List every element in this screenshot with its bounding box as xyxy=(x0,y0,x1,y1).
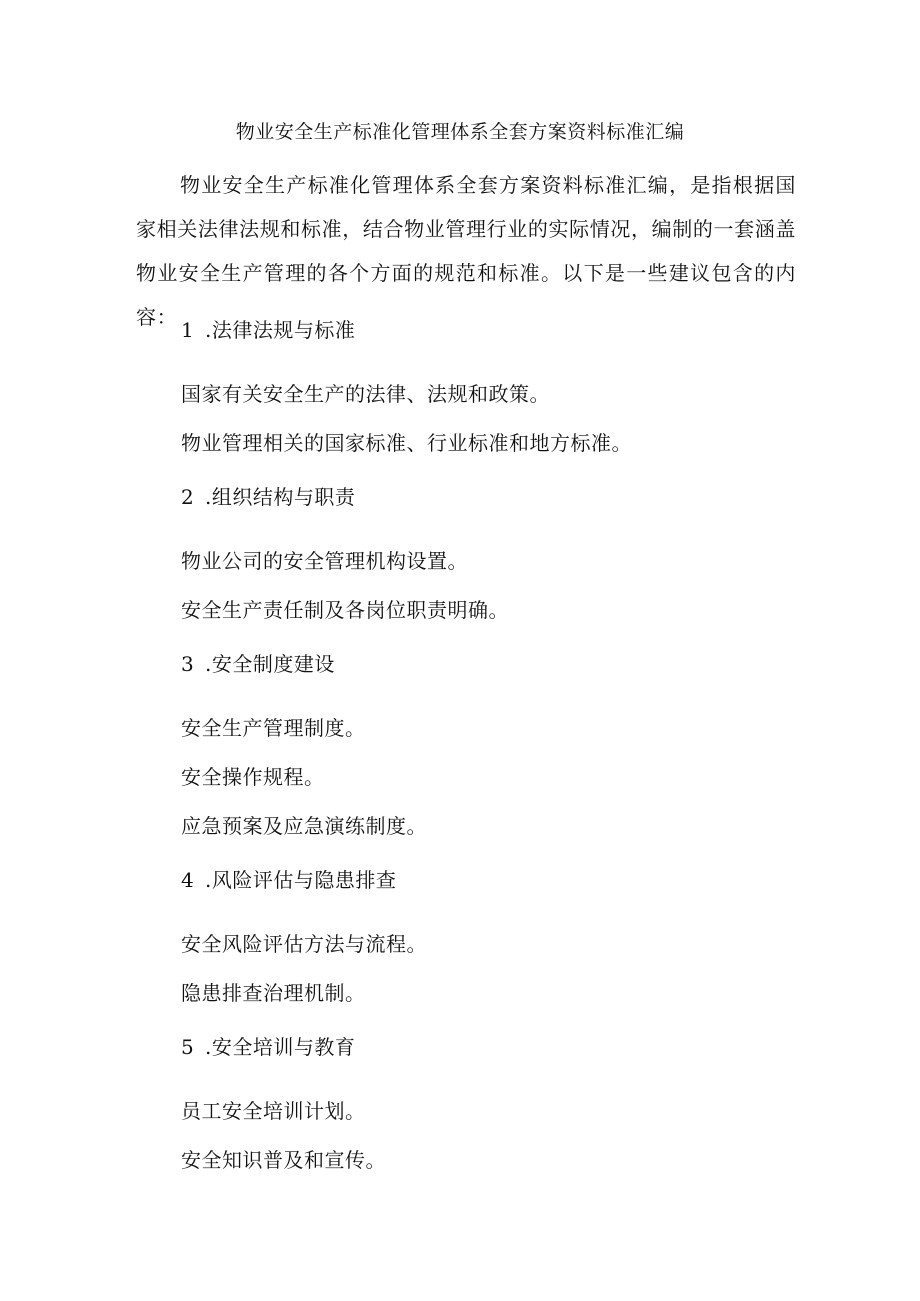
section-item: 隐患排查治理机制。 xyxy=(181,981,366,1005)
section-item: 物业公司的安全管理机构设置。 xyxy=(181,549,468,573)
section-item: 安全操作规程。 xyxy=(181,765,325,789)
section-title: .风险评估与隐患排查 xyxy=(205,868,397,892)
section-item: 安全风险评估方法与流程。 xyxy=(181,932,427,956)
section-heading xyxy=(181,1033,355,1061)
section-item: 安全生产责任制及各岗位职责明确。 xyxy=(181,598,509,622)
section-item: 安全生产管理制度。 xyxy=(181,716,366,740)
section-item: 国家有关安全生产的法律、法规和政策。 xyxy=(181,382,550,406)
section-number: 3 xyxy=(181,652,195,676)
section-heading xyxy=(181,483,355,511)
section-title: .组织结构与职责 xyxy=(205,485,356,509)
section-heading xyxy=(181,316,355,344)
document-title: 物业安全生产标准化管理体系全套方案资料标准汇编 xyxy=(235,121,685,143)
section-item: 应急预案及应急演练制度。 xyxy=(181,814,427,838)
section-item: 员工安全培训计划。 xyxy=(181,1099,366,1123)
section-number: 4 xyxy=(181,868,195,892)
section-number: 5 xyxy=(181,1035,195,1059)
section-number: 2 xyxy=(181,485,195,509)
section-title: .法律法规与标准 xyxy=(205,318,356,342)
section-number: 1 xyxy=(181,318,195,342)
section-heading xyxy=(181,650,335,678)
section-item: 物业管理相关的国家标准、行业标准和地方标准。 xyxy=(181,431,632,455)
intro-paragraph: 物业安全生产标准化管理体系全套方案资料标准汇编，是指根据国家相关法律法规和标准，结合物业管理行业的实际情况，编制的一套涵盖物业安全生产管理的各个方面的规范和标准。以下是一些建议包含的内容： xyxy=(136,173,796,329)
section-heading xyxy=(181,866,396,894)
section-item: 安全知识普及和宣传。 xyxy=(181,1148,386,1172)
section-title: .安全培训与教育 xyxy=(205,1035,356,1059)
section-title: .安全制度建设 xyxy=(205,652,335,676)
